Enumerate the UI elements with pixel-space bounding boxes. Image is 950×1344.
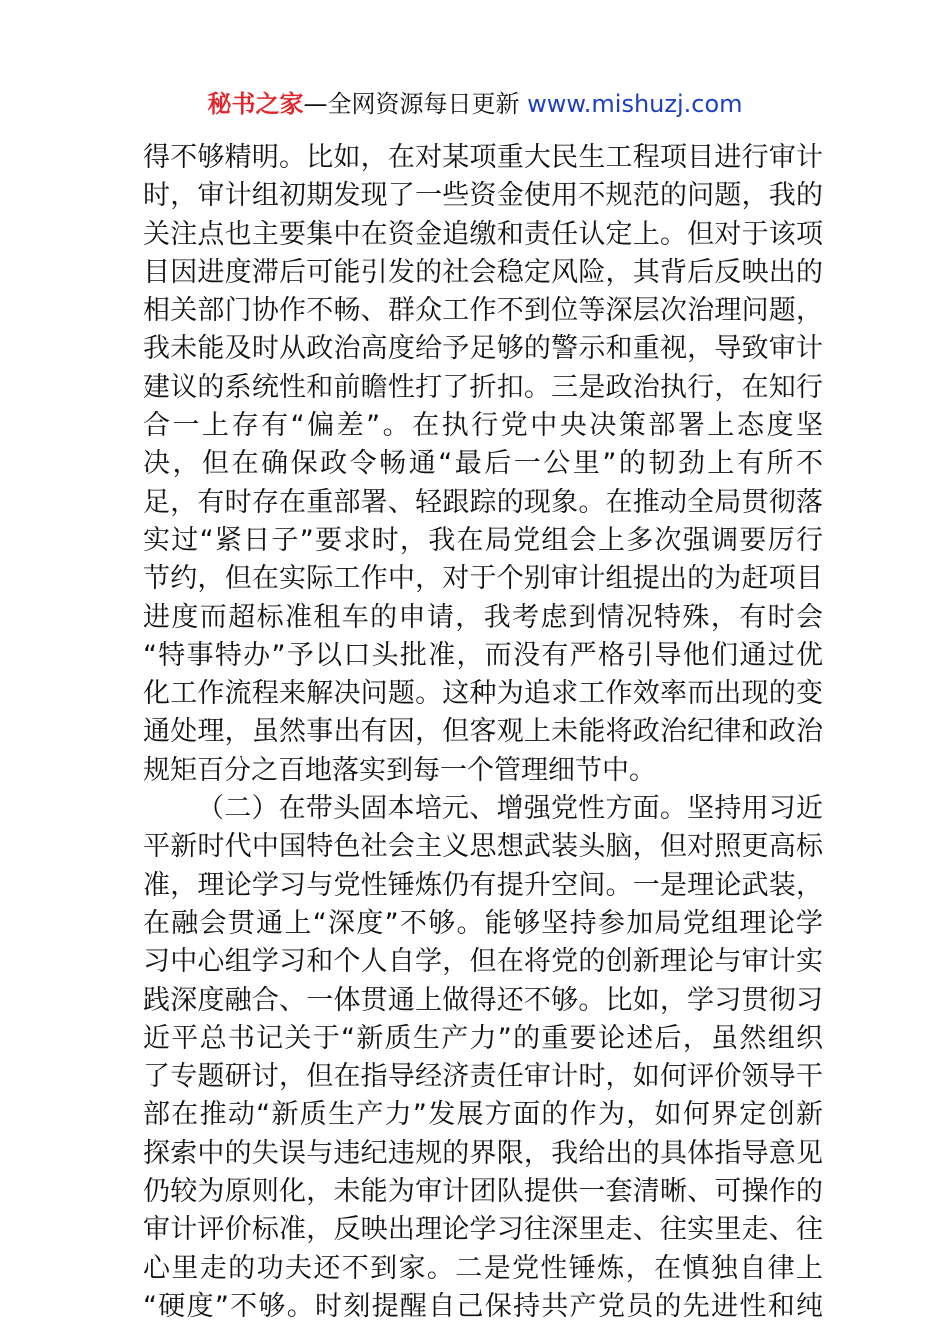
text-line: 践深度融合、一体贯通上做得还不够。比如，学习贯彻习: [143, 984, 823, 1016]
text-line: 心里走的功夫还不到家。二是党性锤炼，在慎独自律上: [143, 1252, 823, 1284]
text-line: 合一上存有“偏差”。在执行党中央决策部署上态度坚: [143, 410, 823, 442]
text-line: “硬度”不够。时刻提醒自己保持共产党员的先进性和纯: [143, 1290, 823, 1322]
text-line: 通处理，虽然事出有因，但客观上未能将政治纪律和政治: [143, 716, 823, 748]
text-line: 建议的系统性和前瞻性打了折扣。三是政治执行，在知行: [143, 371, 823, 403]
text-line: 节约，但在实际工作中，对于个别审计组提出的为赶项目: [143, 563, 823, 595]
text-line: 仍较为原则化，未能为审计团队提供一套清晰、可操作的: [143, 1176, 823, 1208]
header-tagline: —全网资源每日更新: [303, 90, 528, 118]
text-line: 平新时代中国特色社会主义思想武装头脑，但对照更高标: [143, 831, 823, 863]
page-header: [0, 86, 950, 122]
text-line: 近平总书记关于“新质生产力”的重要论述后，虽然组织: [143, 1022, 823, 1054]
text-line: 部在推动“新质生产力”发展方面的作为，如何界定创新: [143, 1099, 823, 1131]
header-brand: 秘书之家: [207, 90, 304, 118]
text-line: 足，有时存在重部署、轻跟踪的现象。在推动全局贯彻落: [143, 486, 823, 518]
text-line: 探索中的失误与违纪违规的界限，我给出的具体指导意见: [143, 1137, 823, 1169]
text-line: 了专题研讨，但在指导经济责任审计时，如何评价领导干: [143, 1061, 823, 1093]
paragraph-end-line: 规矩百分之百地落实到每一个管理细节中。: [143, 754, 656, 786]
section-heading-line: （二）在带头固本培元、增强党性方面。坚持用习近: [197, 793, 823, 825]
text-line: 决，但在确保政令畅通“最后一公里”的韧劲上有所不: [143, 448, 823, 480]
text-line: 化工作流程来解决问题。这种为追求工作效率而出现的变: [143, 678, 823, 710]
text-line: 相关部门协作不畅、群众工作不到位等深层次治理问题，: [143, 295, 823, 327]
text-line: 审计评价标准，反映出理论学习往深里走、往实里走、往: [143, 1214, 823, 1246]
text-line: 我未能及时从政治高度给予足够的警示和重视，导致审计: [143, 333, 823, 365]
document-body: [143, 139, 823, 1326]
text-line: 关注点也主要集中在资金追缴和责任认定上。但对于该项: [143, 218, 823, 250]
text-line: “特事特办”予以口头批准，而没有严格引导他们通过优: [143, 639, 823, 671]
header-site-link[interactable]: www.mishuzj.com: [527, 90, 743, 118]
text-line: 时，审计组初期发现了一些资金使用不规范的问题，我的: [143, 180, 823, 212]
text-line: 进度而超标准租车的申请，我考虑到情况特殊，有时会: [143, 601, 823, 633]
text-line: 得不够精明。比如，在对某项重大民生工程项目进行审计: [143, 142, 823, 173]
text-line: 目因进度滞后可能引发的社会稳定风险，其背后反映出的: [143, 256, 823, 288]
text-line: 在融会贯通上“深度”不够。能够坚持参加局党组理论学: [143, 907, 823, 939]
text-line: 习中心组学习和个人自学，但在将党的创新理论与审计实: [143, 946, 823, 978]
text-line: 实过“紧日子”要求时，我在局党组会上多次强调要厉行: [143, 524, 823, 556]
text-line: 准，理论学习与党性锤炼仍有提升空间。一是理论武装，: [143, 869, 823, 901]
